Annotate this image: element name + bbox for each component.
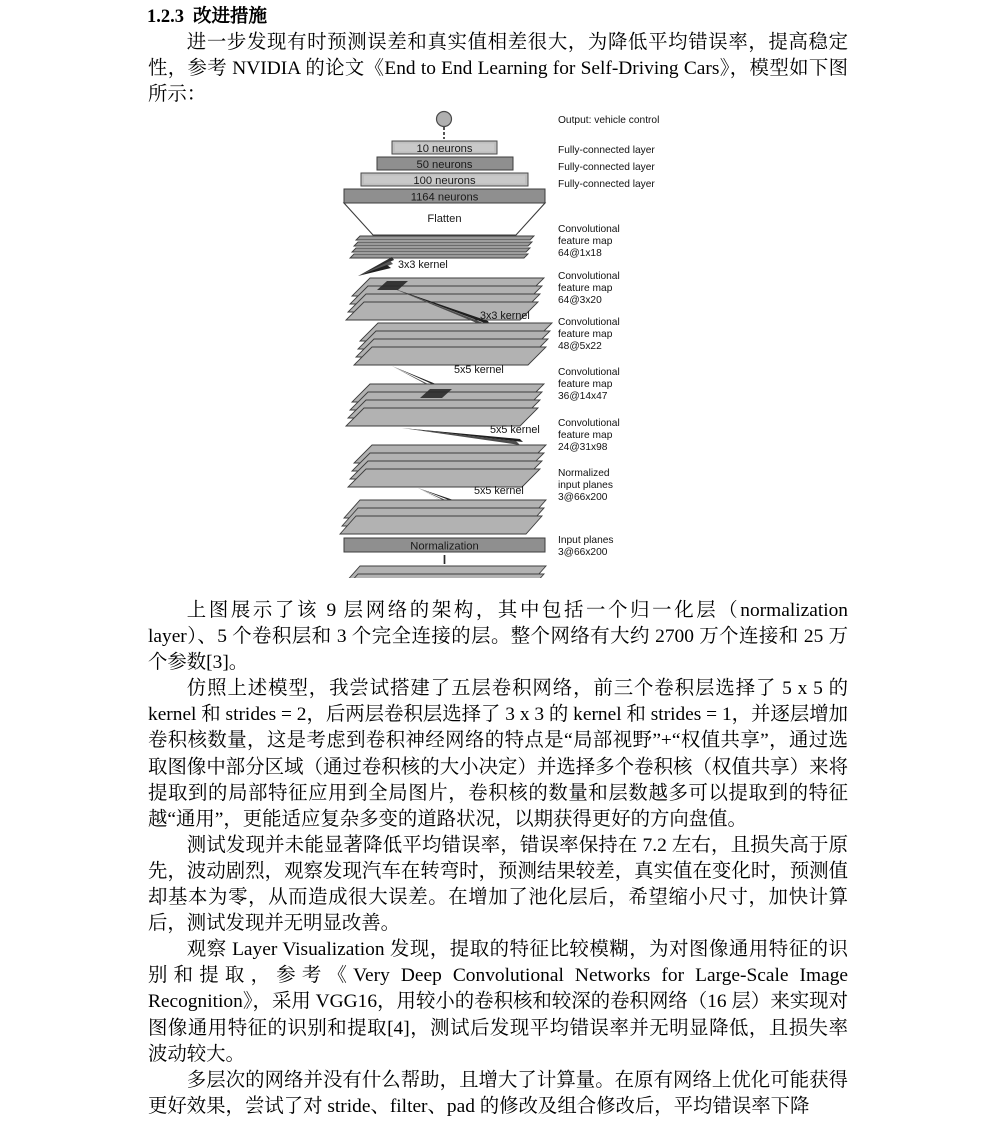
nvidia-cnn-architecture-figure <box>330 108 700 578</box>
figure-label-output: Output: vehicle control <box>558 115 660 126</box>
fc-bar-100-neurons <box>361 173 528 187</box>
svg-text:3@66x200: 3@66x200 <box>558 492 608 503</box>
normalization-label: Normalization <box>410 540 479 553</box>
conv-layer-24-31x98 <box>348 445 546 487</box>
flatten-label: Flatten <box>427 213 462 225</box>
kernel-label-1: 3x3 kernel <box>398 259 448 271</box>
figure-label-conv-24-31x98 <box>558 418 620 453</box>
svg-text:input planes: input planes <box>558 480 613 491</box>
conv-layer-36-14x47 <box>346 384 544 426</box>
svg-text:Convolutional: Convolutional <box>558 418 620 429</box>
svg-text:feature map: feature map <box>558 236 613 247</box>
heading-text: 改进措施 <box>193 7 268 27</box>
kernel-label-2: 3x3 kernel <box>480 310 530 322</box>
svg-text:3@66x200: 3@66x200 <box>558 547 608 558</box>
heading-number: 1.2.3 <box>147 7 184 27</box>
svg-text:Convolutional: Convolutional <box>558 317 620 328</box>
figure-label-fc-1: Fully-connected layer <box>558 145 655 156</box>
page-title <box>147 2 267 28</box>
svg-text:Convolutional: Convolutional <box>558 367 620 378</box>
svg-text:Convolutional: Convolutional <box>558 271 620 282</box>
svg-text:64@1x18: 64@1x18 <box>558 248 602 259</box>
svg-text:feature map: feature map <box>558 379 613 390</box>
figure-label-conv-36-14x47 <box>558 367 620 402</box>
fc-bar-50-neurons <box>377 157 513 171</box>
svg-text:feature map: feature map <box>558 283 613 294</box>
paragraph: 上图展示了该 9 层网络的架构，其中包括一个归一化层（normalization layer）、5 个卷积层和 3 个完全连接的层。整个网络有大约 2700 万个连接和 25 万个参数[3]。 <box>148 600 848 674</box>
fc-bar-10-neurons <box>392 141 497 155</box>
normalization-bar <box>344 538 545 553</box>
svg-text:24@31x98: 24@31x98 <box>558 442 608 453</box>
conv-layer-64-1x18 <box>350 236 534 258</box>
svg-text:Input planes: Input planes <box>558 535 614 546</box>
paragraph: 进一步发现有时预测误差和真实值相差很大，为降低平均错误率，提高稳定性，参考 NVIDIA 的论文《End to End Learning for Self-Driving Cars》，模型如下图所示： <box>148 32 848 106</box>
kernel-label-5: 5x5 kernel <box>474 485 524 497</box>
figure-label-normalized-input-planes <box>558 468 613 503</box>
intro-paragraph-block <box>148 30 848 108</box>
svg-text:Convolutional: Convolutional <box>558 224 620 235</box>
figure-label-conv-48-5x22 <box>558 317 620 352</box>
flatten-trapezoid <box>344 203 545 235</box>
figure-label-conv-64-3x20 <box>558 271 620 306</box>
kernel-cone-1 <box>358 257 394 276</box>
figure-label-conv-64-1x18 <box>558 224 620 259</box>
kernel-label-4: 5x5 kernel <box>490 424 540 436</box>
fc-bar-1164-label: 1164 neurons <box>410 191 479 204</box>
normalized-input-planes <box>340 500 546 534</box>
paragraph: 多层次的网络并没有什么帮助，且增大了计算量。在原有网络上优化可能获得更好效果，尝试了对 stride、filter、pad 的修改及组合修改后，平均错误率下降 <box>148 1069 848 1117</box>
fc-bar-50-label: 50 neurons <box>416 159 473 171</box>
figure-label-fc-2: Fully-connected layer <box>558 162 655 173</box>
input-planes <box>340 566 546 578</box>
svg-text:feature map: feature map <box>558 329 613 340</box>
svg-text:feature map: feature map <box>558 430 613 441</box>
figure-label-input-planes <box>558 535 614 558</box>
paragraph: 仿照上述模型，我尝试搭建了五层卷积网络，前三个卷积层选择了 5 x 5 的 kernel 和 strides = 2，后两层卷积层选择了 3 x 3 的 kernel 和 strides = 1，并逐层增加卷积核数量，这是考虑到卷积神经网络的特点是“局部视野”+“权值共享”，通过选取图像中部分区域（通过卷积核的大小决定）并选择多个卷积核（权值共享）来将提取到的局部特征应用到全局图片，卷积核的数量和层数越多可以提取到的特征越“通用”，更能适应复杂多变的道路状况，以期获得更好的方向盘值。 <box>148 678 848 830</box>
paragraph: 测试发现并未能显著降低平均错误率，错误率保持在 7.2 左右，且损失高于原先，波动剧烈，观察发现汽车在转弯时，预测结果较差，真实值在变化时，预测值却基本为零，从而造成很大误差。在增加了池化层后，希望缩小尺寸，加快计算后，测试发现并无明显改善。 <box>148 834 848 935</box>
paragraph: 观察 Layer Visualization 发现，提取的特征比较模糊，为对图像通用特征的识别和提取，参考《Very Deep Convolutional Networks for Large-Scale Image Recognition》，采用 VGG16，用较小的卷积核和较深的卷积网络（16 层）来实现对图像通用特征的识别和提取[4]，测试后发现平均错误率并无明显降低，且损失率波动较大。 <box>148 939 848 1065</box>
kernel-label-3: 5x5 kernel <box>454 364 504 376</box>
svg-text:48@5x22: 48@5x22 <box>558 341 602 352</box>
svg-text:36@14x47: 36@14x47 <box>558 391 608 402</box>
output-node-icon <box>437 112 452 127</box>
conv-layer-48-5x22 <box>354 323 552 365</box>
fc-bar-10-label: 10 neurons <box>416 143 473 155</box>
body-paragraph-block <box>148 598 848 1120</box>
svg-text:64@3x20: 64@3x20 <box>558 295 602 306</box>
figure-label-fc-3: Fully-connected layer <box>558 179 655 190</box>
fc-bar-1164-neurons <box>344 189 545 204</box>
fc-bar-100-label: 100 neurons <box>413 175 476 187</box>
svg-text:Normalized: Normalized <box>558 468 610 479</box>
